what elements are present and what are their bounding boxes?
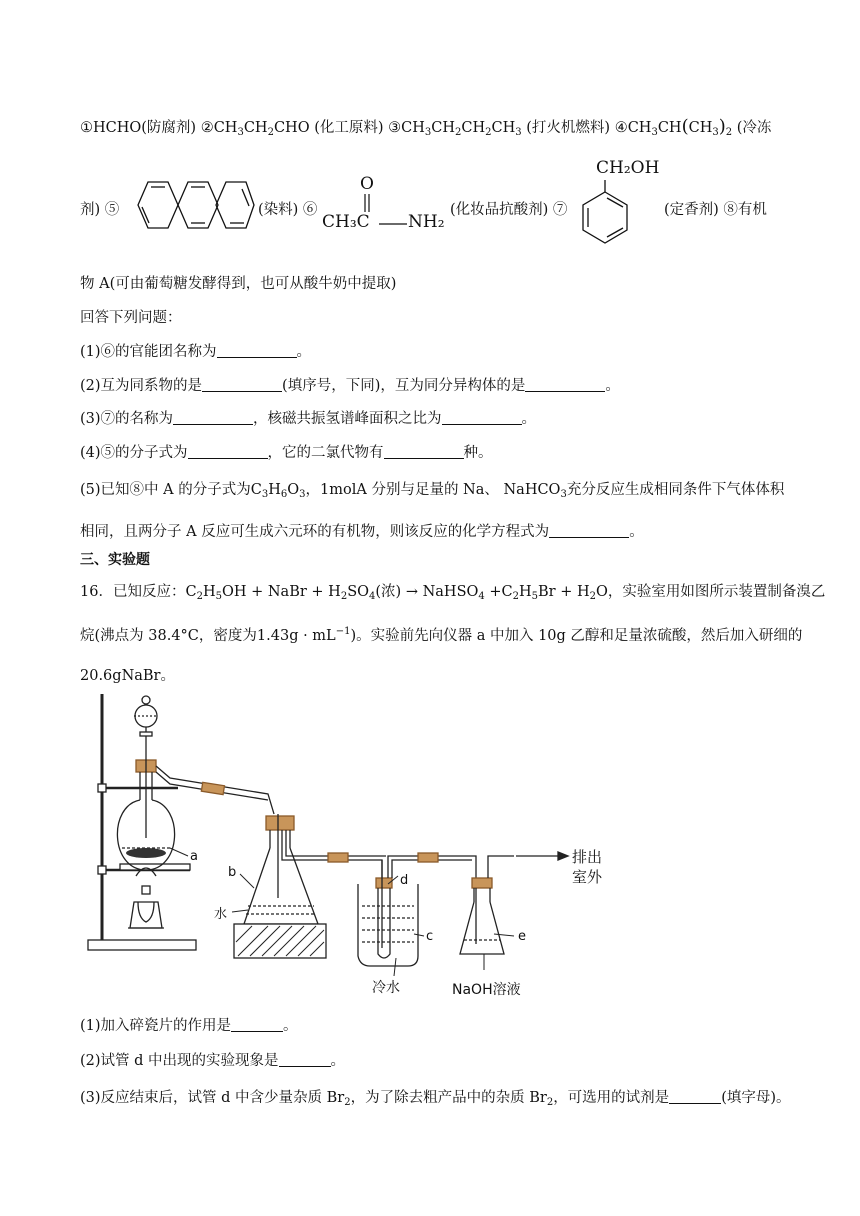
q15-line1: ①HCHO(防腐剂) $②CH_3CH_2CHO$ (化工原料) $③CH_3CH_2CH_2CH_3$ (打火机燃料) $④CH_3CH(CH_3)_2$ (冷冻 [80, 116, 772, 138]
q15-line3: 物 A(可由葡萄糖发酵得到，也可从酸牛奶中提取) [80, 276, 397, 292]
q15-sub5: (5)已知⑧中 A 的分子式为$C_3H_6O_3$，1molA 分别与足量的 Na、 NaHCO$_3$充分反应生成相同条件下气体体积 [80, 482, 785, 500]
q16-sub1: (1)加入碎瓷片的作用是 。 [80, 1018, 298, 1034]
q15-sub2: (2)互为同系物的是 (填序号，下同)，互为同分异构体的是 。 [80, 378, 620, 394]
formula-propanal: $CH_3CH_2CHO$ [213, 120, 310, 138]
q15-sub5-cont: 相同，且两分子 A 反应可生成六元环的有机物，则该反应的化学方程式为 。 [80, 524, 644, 540]
answer-blank[interactable] [217, 345, 297, 358]
q15-sub3: (3)⑦的名称为 ，核磁共振氢谱峰面积之比为 。 [80, 411, 537, 427]
anthracene-structure [128, 178, 256, 232]
answer-blank[interactable] [669, 1091, 721, 1104]
q15-line2-a: 剂) ⑤ [80, 202, 120, 218]
answer-blank[interactable] [442, 412, 522, 425]
formula-lactic-acid: $C_3H_6O_3$ [250, 482, 306, 500]
section-heading: 三、实验题 [80, 552, 150, 568]
formula-isobutane: $CH_3CH(CH_3)_2$ [627, 116, 733, 138]
q15-prompt: 回答下列问题： [80, 310, 182, 326]
label-a: a [190, 849, 198, 864]
q16-line1: 16．已知反应：$C_2H_5OH$ + NaBr + $H_2SO_4$(浓) → NaHSO$_4$ $+C_2H_5Br + H_2O$，实验室用如图所示装置制备溴乙 [80, 584, 826, 602]
answer-blank[interactable] [173, 412, 253, 425]
answer-blank[interactable] [279, 1054, 331, 1067]
formula-butane: $CH_3CH_2CH_2CH_3$ [401, 120, 522, 138]
label-c: c [426, 929, 434, 944]
label-naoh: NaOH溶液 [452, 982, 521, 998]
q16-sub2: (2)试管 d 中出现的实验现象是 。 [80, 1053, 346, 1069]
q15-sub4: (4)⑤的分子式为 ，它的二氯代物有 种。 [80, 445, 493, 461]
q16-line2: 烷(沸点为 38.4°C，密度为$1.43g \cdot mL^{-1}$)。实验前先向仪器 a 中加入 10g 乙醇和足量浓硫酸，然后加入研细的 [80, 626, 803, 644]
answer-blank[interactable] [188, 446, 268, 459]
label-exhaust-2: 室外 [572, 868, 603, 886]
benzyl-ch2oh: CH₂OH [596, 158, 660, 178]
q16-sub3: (3)反应结束后，试管 d 中含少量杂质 $Br_2$，为了除去粗产品中的杂质 $Br_2$，可选用的试剂是 (填字母)。 [80, 1090, 791, 1108]
acetamide-right: NH₂ [408, 212, 445, 232]
acetamide-left: CH₃C [322, 212, 370, 232]
q15-line2-b: (染料) ⑥ [258, 202, 318, 218]
label-cold-water: 冷水 [372, 980, 400, 996]
q16-line3: 20.6gNaBr。 [80, 668, 175, 684]
acetamide-structure [322, 172, 452, 238]
answer-blank[interactable] [549, 525, 629, 538]
q15-sub1: (1)⑥的官能团名称为 。 [80, 344, 312, 360]
answer-blank[interactable] [384, 446, 464, 459]
reaction-equation: $C_2H_5OH$ + NaBr + $H_2SO_4$(浓) → NaHSO$_4$ $+C_2H_5Br + H_2O$ [185, 584, 608, 602]
label-b: b [228, 865, 237, 880]
q15-line2-c: (化妆品抗酸剂) ⑦ [450, 202, 568, 218]
q15-item1: ①HCHO(防腐剂) [80, 120, 197, 136]
benzyl-alcohol-structure [574, 156, 664, 246]
label-exhaust-1: 排出 [572, 848, 603, 866]
acetamide-oxygen: O [360, 174, 374, 194]
q15-line2-d: (定香剂) ⑧有机 [664, 202, 767, 218]
label-water: 水 [214, 907, 228, 922]
answer-blank[interactable] [202, 379, 282, 392]
answer-blank[interactable] [525, 379, 605, 392]
answer-blank[interactable] [231, 1019, 283, 1032]
apparatus-figure [78, 688, 618, 1008]
label-d: d [400, 873, 409, 888]
label-e: e [518, 929, 526, 944]
